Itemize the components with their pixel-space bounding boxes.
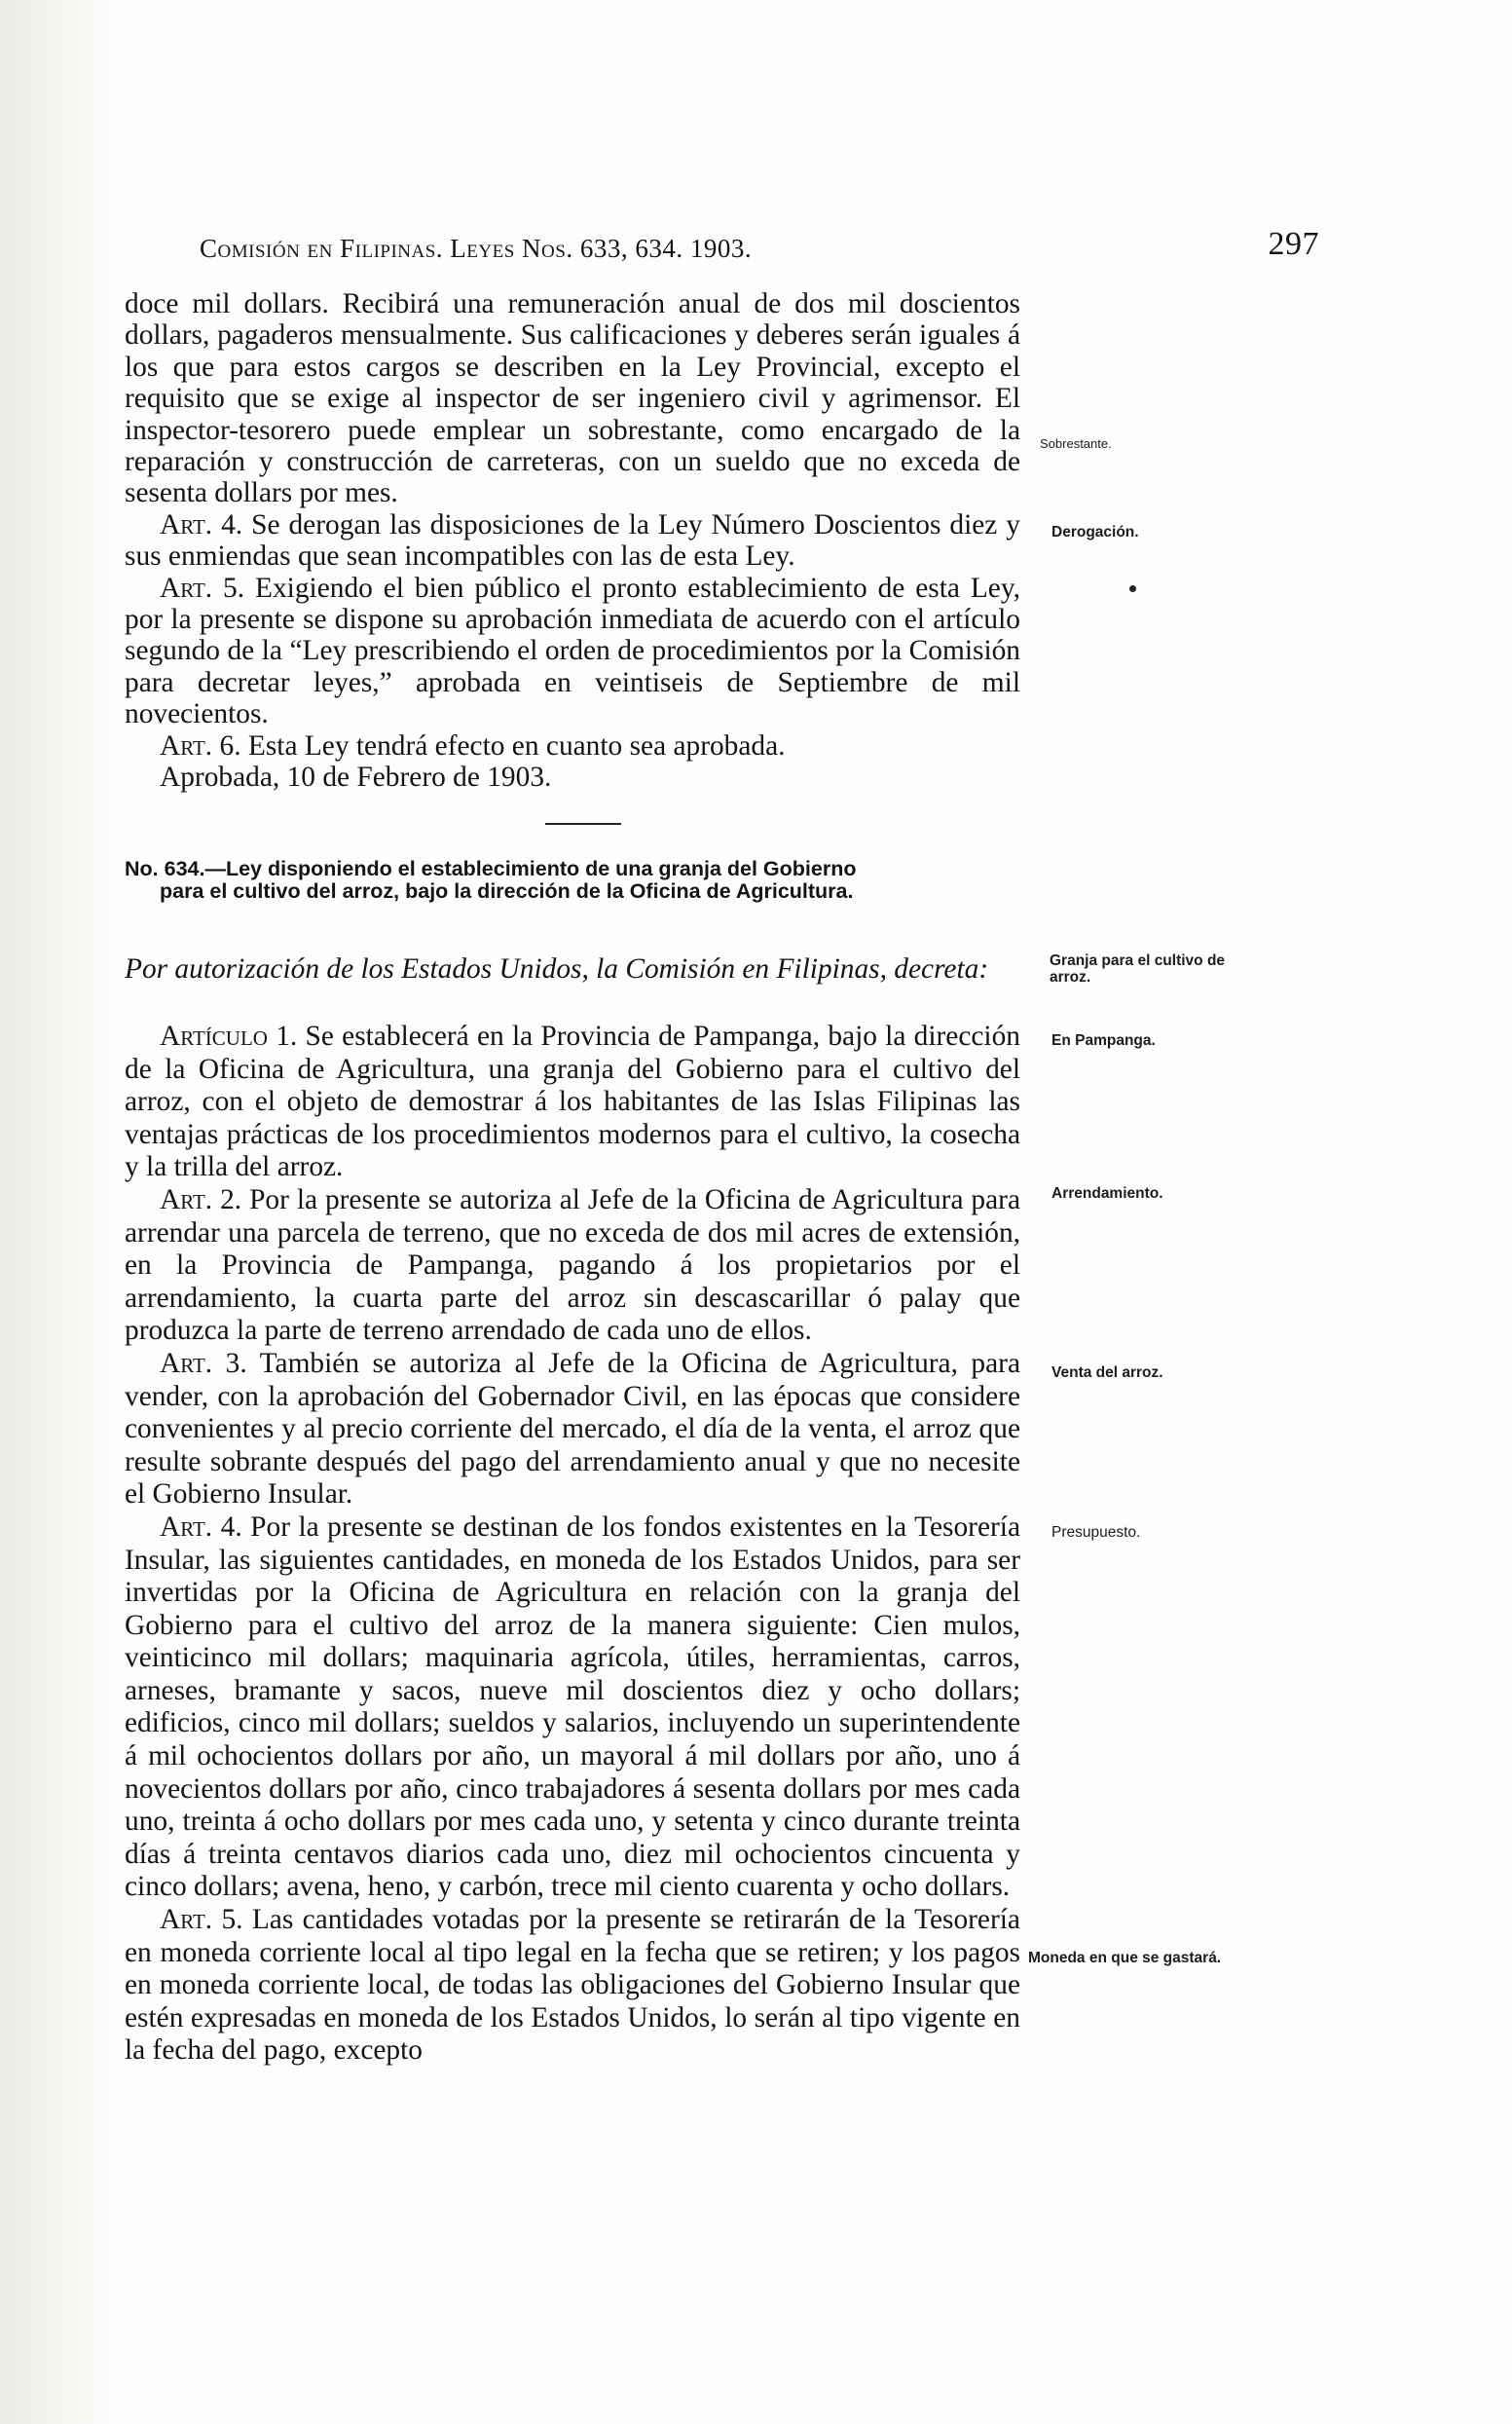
- margin-note-moneda: Moneda en que se gastará.: [1028, 1950, 1222, 1966]
- law-634-heading-continuation: para el cultivo del arroz, bajo la dirección de la Oficina de Agricultura.: [160, 878, 854, 903]
- margin-note-sobrestante: Sobrestante.: [1040, 436, 1112, 451]
- margin-note-presupuesto: Presupuesto.: [1051, 1524, 1141, 1541]
- law-633-article-5: [125, 573, 1020, 730]
- law-634-heading-first-line: No. 634.—Ley disponiendo el establecimiento de una granja del Gobierno: [125, 857, 857, 880]
- running-title: Comisión en Filipinas. Leyes Nos. 633, 634. 1903.: [200, 234, 753, 263]
- page-number: 297: [1268, 226, 1319, 262]
- law-634-article-1: [125, 1021, 1020, 1184]
- law-633-approval-date: Aprobada, 10 de Febrero de 1903.: [160, 762, 552, 794]
- margin-note-venta: Venta del arroz.: [1051, 1364, 1163, 1381]
- law-634-heading: [125, 858, 1020, 902]
- article-text: Se establecerá en la Provincia de Pampanga, bajo la dirección de la Oficina de Agricultura, una granja del Gobierno para el cultivo del arroz, con el objeto de demostrar á los habitantes de las Islas Filipinas las ventajas prácticas de los procedimientos modernos para el cultivo, la cosecha y la trilla del arroz.: [125, 1021, 1020, 1183]
- article-label: Art. 5.: [160, 572, 245, 604]
- article-text: Se derogan las disposiciones de la Ley Número Doscientos diez y sus enmiendas que sean incompatibles con las de esta Ley.: [125, 508, 1020, 573]
- margin-note-arrendamiento: Arrendamiento.: [1051, 1185, 1163, 1202]
- law-633-continuation: [125, 288, 1020, 794]
- margin-note-derogacion: Derogación.: [1051, 524, 1139, 541]
- law-634-article-4: [125, 1511, 1020, 1904]
- article-text: Por la presente se destinan de los fondos existentes en la Tesorería Insular, las siguientes cantidades, en moneda de los Estados Unidos, para ser invertidas por la Oficina de Agricultura en relación con la granja del Gobierno para el cultivo del arroz de la manera siguiente: Cien mulos, veinticinco mil dollars; maquinaria agrícola, útiles, herramientas, carros, arneses, bramante y sacos, nueve mil doscientos diez y ocho dollars; edificios, cinco mil dollars; sueldos y salarios, incluyendo un superintendente á mil ochocientos dollars por año, un mayoral á mil dollars por año, uno á novecientos dollars por año, cinco trabajadores á sesenta dollars por mes cada uno, treinta á ocho dollars por mes cada uno, y setenta y cinco durante treinta días á treinta centavos diarios cada uno, diez mil ochocientos cincuenta y cinco dollars; avena, heno, y carbón, trece mil ciento cuarenta y ocho dollars.: [125, 1510, 1020, 1903]
- margin-note-pampanga: En Pampanga.: [1051, 1032, 1156, 1049]
- law-634-body: [125, 1021, 1020, 2068]
- law-634-article-5: [125, 1904, 1020, 2068]
- article-text: También se autoriza al Jefe de la Oficina de Agricultura, para vender, con la aprobación del Gobernador Civil, en las épocas que considere convenientes y al precio corriente del mercado, el día de la venta, el arroz que resulte sobrante después del pago del arrendamiento anual y que no necesite el Gobierno Insular.: [125, 1347, 1020, 1510]
- law-633-intro-paragraph: doce mil dollars. Recibirá una remuneración anual de dos mil doscientos dollars, pagaderos mensualmente. Sus calificaciones y deberes serán iguales á los que para estos cargos se describen en la Ley Provincial, excepto el requisito que se exige al inspector de ser ingeniero civil y agrimensor. El inspector-tesorero puede emplear un sobrestante, como encargado de la reparación y construcción de carreteras, con un sueldo que no exceda de sesenta dollars por mes.: [125, 288, 1020, 509]
- article-label: Art. 3.: [160, 1347, 247, 1379]
- section-divider: [545, 823, 621, 825]
- scan-edge-shading: [0, 0, 117, 2424]
- margin-note-granja: Granja para el cultivo de arroz.: [1050, 952, 1226, 986]
- enacting-clause: Por autorización de los Estados Unidos, la Comisión en Filipinas, decreta:: [125, 953, 989, 985]
- article-label: Art. 5.: [160, 1904, 243, 1936]
- law-633-article-6: [125, 730, 1020, 762]
- article-text: Por la presente se autoriza al Jefe de la Oficina de Agricultura para arrendar una parcela de terreno, que no exceda de dos mil acres de extensión, en la Provincia de Pampanga, pagando á los propietarios por el arrendamiento, la cuarta parte del arroz sin descascarillar ó palay que produzca la parte de terreno arrendado de cada uno de ellos.: [125, 1183, 1020, 1347]
- law-633-article-4: [125, 509, 1020, 573]
- article-text: Exigiendo el bien público el pronto establecimiento de esta Ley, por la presente se dispone su aprobación inmediata de acuerdo con el artículo segundo de la “Ley prescribiendo el orden de procedimientos por la Comisión para decretar leyes,” aprobada en veintiseis de Septiembre de mil novecientos.: [125, 572, 1020, 730]
- article-label: Art. 4.: [160, 1510, 242, 1543]
- law-634-article-2: [125, 1184, 1020, 1348]
- article-text: Las cantidades votadas por la presente se retirarán de la Tesorería en moneda corriente local al tipo legal en la fecha que se retiren; y los pagos en moneda corriente local, de todas las obligaciones del Gobierno Insular que estén expresadas en moneda de los Estados Unidos, lo serán al tipo vigente en la fecha del pago, excepto: [125, 1904, 1020, 2067]
- article-text: Esta Ley tendrá efecto en cuanto sea aprobada.: [247, 729, 786, 762]
- article-label: Artículo 1.: [160, 1021, 298, 1052]
- article-label: Art. 6.: [160, 729, 241, 762]
- article-label: Art. 4.: [160, 508, 243, 541]
- scan-mark: [1129, 585, 1136, 592]
- page-header: [200, 226, 1319, 271]
- law-634-article-3: [125, 1348, 1020, 1511]
- article-label: Art. 2.: [160, 1183, 242, 1215]
